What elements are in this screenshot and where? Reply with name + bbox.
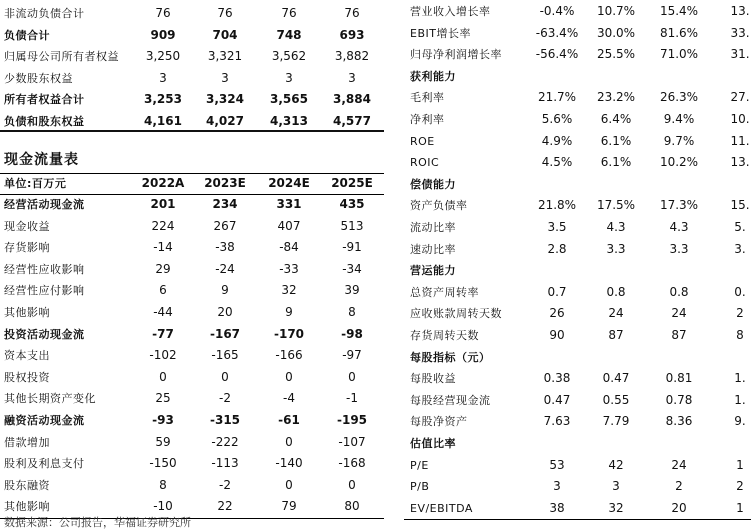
cell-value: 29 [155,261,171,276]
cell-value: 4.3 [669,220,689,234]
cell-value: -1 [346,391,358,406]
cell-value: 0 [348,369,356,384]
row-label: 速动比率 [410,242,456,256]
cell-value: 9. [734,414,746,429]
ratio-row [410,433,751,454]
cell-value: 3. [734,241,746,256]
cell-value: 407 [277,218,301,233]
cell-value: 10.2% [659,155,699,170]
ratio-row [410,1,751,22]
cell-value: 76 [155,6,171,20]
row-label: EBIT增长率 [410,26,471,40]
ratio-row [410,476,751,497]
cell-value: 0.7 [547,284,567,299]
ratio-row [410,87,751,108]
cell-value: 0.47 [543,392,571,407]
cell-value: 3 [553,479,561,494]
cell-value: 3 [159,70,167,85]
row-label: 所有者权益合计 [4,93,85,107]
cell-value: -150 [149,456,177,471]
row-label: 其他长期资产变化 [4,392,96,406]
ratio-row [410,282,751,303]
row-label: 归属母公司所有者权益 [4,50,119,64]
cell-value: 87 [608,328,624,342]
cell-value: -107 [338,434,366,449]
row-label: 现金收益 [4,219,50,233]
cell-value: 0 [285,369,293,384]
ratios-bottom-rule [404,519,751,520]
row-label: 其他影响 [4,306,50,319]
cell-value: -315 [209,413,241,427]
ratio-row [410,347,751,368]
cashflow-row [4,453,384,474]
cell-value: 2 [736,306,744,321]
cell-value: 0 [285,434,293,449]
cell-value: 22 [217,499,233,514]
cell-value: -168 [338,456,366,471]
cell-value: 3 [612,479,620,494]
cell-value: 76 [217,6,233,20]
cell-value: 8 [159,477,167,492]
cell-value: 8 [348,305,356,319]
cell-value: 7.63 [543,414,571,429]
cell-value: 0.8 [606,284,626,299]
ratio-row [410,260,751,281]
cell-value: 3.3 [669,241,689,256]
cell-value: 81.6% [659,25,699,40]
cell-value: 2 [736,479,744,494]
cell-value: -0.4% [539,4,575,18]
cell-value: 9.7% [663,133,695,148]
ratio-row [410,217,751,238]
cell-value: 4,577 [333,114,371,128]
cell-value: 3.3 [606,241,626,256]
cell-value: 4,313 [270,114,308,128]
cell-value: 87 [671,328,687,342]
cell-value: 6.1% [600,155,632,170]
cell-value: 38 [549,500,565,515]
balance-row [4,25,384,46]
cell-value: 5.6% [541,112,573,126]
cell-value: -170 [273,326,305,341]
row-label: 净利率 [410,113,445,126]
ratio-row [410,152,751,173]
cell-value: 4,161 [144,114,182,128]
cell-value: 3,253 [144,92,182,107]
row-label: 总资产周转率 [410,285,479,299]
cell-value: 3 [221,70,229,85]
cell-value: 234 [212,197,238,211]
ratio-row [410,498,751,519]
row-label: 每股经营现金流 [410,393,491,407]
cell-value: 79 [281,499,297,514]
cell-value: -4 [283,391,295,406]
cell-value: -140 [275,456,303,471]
row-label: 融资活动现金流 [4,414,85,427]
cell-value: 59 [155,434,171,449]
balance-row [4,111,384,132]
cell-value: 331 [276,197,302,211]
cell-value: 435 [339,197,365,211]
cell-value: 2023E [204,176,246,190]
cashflow-row [4,324,384,345]
cell-value: 748 [276,27,302,42]
row-label: 每股指标（元） [410,350,491,364]
row-label: 每股净资产 [410,415,468,429]
row-label: 偿债能力 [410,177,456,191]
cell-value: 90 [549,328,565,342]
cashflow-row [4,367,384,388]
cell-value: 26.3% [659,90,699,105]
row-label: 单位:百万元 [4,177,67,190]
row-label: 股权投资 [4,370,50,384]
cell-value: 3,565 [270,92,308,107]
row-label: 非流动负债合计 [4,7,85,20]
cell-value: 3,882 [334,49,370,64]
cell-value: 4,027 [206,114,244,128]
cell-value: 3,884 [333,92,371,107]
row-label: ROE [410,134,435,148]
cashflow-row [4,432,384,453]
cell-value: 3,562 [271,49,307,64]
ratio-row [410,66,751,87]
ratio-row [410,195,751,216]
row-label: 负债和股东权益 [4,115,85,128]
cell-value: 7.79 [602,414,630,429]
cell-value: 2022A [141,176,185,190]
cell-value: 6.1% [600,133,632,148]
row-label: 经营性应付影响 [4,284,85,298]
cell-value: 224 [151,218,175,233]
cell-value: 0.81 [665,371,693,386]
ratio-row [410,455,751,476]
row-label: 投资活动现金流 [4,327,85,341]
cashflow-row [4,216,384,237]
cell-value: 1. [734,392,746,407]
ratio-row [410,411,751,432]
row-label: 经营性应收影响 [4,262,85,276]
cell-value: 26 [549,306,565,321]
cell-value: -166 [275,348,303,363]
row-label: 资本支出 [4,349,50,363]
ratio-row [410,239,751,260]
cashflow-row [4,237,384,258]
cell-value: 5. [734,220,746,234]
cell-value: -77 [152,326,174,341]
ratio-row [410,23,751,44]
row-label: 存货影响 [4,241,50,255]
cashflow-row [4,410,384,431]
row-label: P/B [410,480,430,494]
cell-value: 39 [344,283,360,298]
cashflow-header-row [4,173,384,194]
row-label: 应收账款周转天数 [410,307,502,321]
cell-value: 20 [217,305,233,319]
cell-value: -113 [211,456,239,471]
cell-value: -38 [215,240,235,255]
cell-value: 24 [608,306,624,321]
cell-value: -44 [153,305,173,319]
cell-value: 13. [730,4,750,18]
ratio-row [410,44,751,65]
cell-value: 3,321 [207,49,243,64]
row-label: 资产负债率 [410,199,468,213]
cashflow-title: 现金流量表 [4,152,79,168]
cell-value: 0.8 [669,284,689,299]
cell-value: 693 [339,27,365,42]
cell-value: -2 [219,391,231,406]
cell-value: 32 [281,283,297,298]
cell-value: 1 [736,500,744,515]
cashflow-row [4,388,384,409]
cell-value: -14 [153,240,173,255]
cell-value: 3 [348,70,356,85]
cell-value: 9.4% [663,112,695,126]
cell-value: -195 [336,413,368,427]
cell-value: 0 [221,369,229,384]
cell-value: 27. [730,90,750,105]
ratio-row [410,109,751,130]
row-label: 毛利率 [410,91,445,105]
row-label: 归母净利润增长率 [410,48,502,62]
cell-value: 0.47 [602,371,630,386]
cell-value: 10. [730,112,750,126]
row-label: 其他影响 [4,500,50,514]
cell-value: 15.4% [659,4,699,18]
cell-value: 8.36 [665,414,693,429]
row-label: 经营活动现金流 [4,198,85,211]
cashflow-row [4,194,384,215]
row-label: 获利能力 [410,69,456,83]
cell-value: 21.7% [537,90,577,105]
cell-value: 3,324 [206,92,244,107]
cell-value: 20 [671,500,687,515]
cell-value: 0.78 [665,392,693,407]
cell-value: 909 [150,27,176,42]
cell-value: 0 [285,477,293,492]
cell-value: -165 [211,348,239,363]
row-label: 每股收益 [410,372,456,386]
row-label: 股利及利息支付 [4,457,85,471]
cell-value: -222 [211,434,239,449]
cell-value: -91 [342,240,362,255]
cell-value: -93 [152,413,174,427]
cell-value: 42 [608,457,624,472]
cell-value: -56.4% [535,47,579,62]
cell-value: 6 [159,283,167,298]
cell-value: 704 [212,27,238,42]
cell-value: -24 [215,261,235,276]
cell-value: 24 [671,457,687,472]
ratio-row [410,368,751,389]
cell-value: 10.7% [596,4,636,18]
cell-value: 32 [608,500,624,515]
cell-value: 13. [730,155,750,170]
cell-value: 4.9% [541,133,573,148]
cell-value: 76 [344,6,360,20]
cell-value: 17.5% [596,198,636,213]
cell-value: 71.0% [659,47,699,62]
row-label: EV/EBITDA [410,501,473,515]
cell-value: 53 [549,457,565,472]
cell-value: 1. [734,371,746,386]
cell-value: 24 [671,306,687,321]
balance-row [4,68,384,89]
cell-value: -167 [209,326,241,341]
cell-value: 30.0% [596,25,636,40]
cashflow-row [4,259,384,280]
cell-value: -97 [342,348,362,363]
cell-value: 11. [730,133,750,148]
row-label: 股东融资 [4,478,50,492]
cell-value: 33. [730,25,750,40]
cell-value: 9 [221,283,229,298]
cell-value: 15. [730,198,750,213]
cell-value: 76 [281,6,297,20]
cell-value: 25.5% [596,47,636,62]
cell-value: -33 [279,261,299,276]
balance-row [4,3,384,24]
cell-value: -61 [278,413,300,427]
cell-value: 2024E [268,176,310,190]
cell-value: 6.4% [600,112,632,126]
cell-value: 3.5 [547,220,567,234]
cell-value: -98 [341,326,363,341]
balance-row [4,46,384,67]
ratio-row [410,174,751,195]
cell-value: -10 [153,499,173,514]
balance-row [4,89,384,110]
row-label: 营业收入增长率 [410,5,491,18]
cell-value: 31. [730,47,750,62]
cell-value: 23.2% [596,90,636,105]
ratio-row [410,390,751,411]
cell-value: 17.3% [659,198,699,213]
cell-value: 2 [675,479,683,494]
row-label: 少数股东权益 [4,71,73,85]
cell-value: 201 [150,197,176,211]
cell-value: 4.3 [606,220,626,234]
ratio-row [410,131,751,152]
row-label: P/E [410,458,429,472]
cashflow-row [4,302,384,323]
cell-value: 0.55 [602,392,630,407]
row-label: 借款增加 [4,435,50,449]
cell-value: 3,250 [145,49,181,64]
ratio-row [410,325,751,346]
cell-value: -2 [219,477,231,492]
row-label: 流动比率 [410,221,456,234]
cell-value: 2025E [331,176,373,190]
cell-value: 21.8% [537,198,577,213]
cell-value: -102 [149,348,177,363]
cell-value: 513 [340,218,364,233]
ratio-row [410,303,751,324]
cell-value: 0 [159,369,167,384]
cashflow-row [4,280,384,301]
cashflow-row [4,345,384,366]
cell-value: 8 [736,328,744,342]
cell-value: 267 [213,218,237,233]
row-label: 存货周转天数 [410,329,479,342]
row-label: 负债合计 [4,28,50,42]
row-label: ROIC [410,156,440,170]
cell-value: 3 [285,70,293,85]
cell-value: 1 [736,457,744,472]
cell-value: -84 [279,240,299,255]
cell-value: 80 [344,499,360,514]
cell-value: 9 [285,305,293,319]
cell-value: 25 [155,391,171,406]
cell-value: 0.38 [543,371,571,386]
cashflow-row [4,475,384,496]
source-note: 数据来源：公司报告，华福证券研究所 [4,516,191,529]
row-label: 营运能力 [410,264,456,278]
cell-value: 2.8 [547,241,567,256]
cell-value: -34 [342,261,362,276]
balance-bottom-rule [0,130,384,132]
cell-value: -63.4% [535,25,579,40]
row-label: 估值比率 [410,437,456,450]
cell-value: 0 [348,477,356,492]
cell-value: 0. [734,284,746,299]
cell-value: 4.5% [541,155,573,170]
